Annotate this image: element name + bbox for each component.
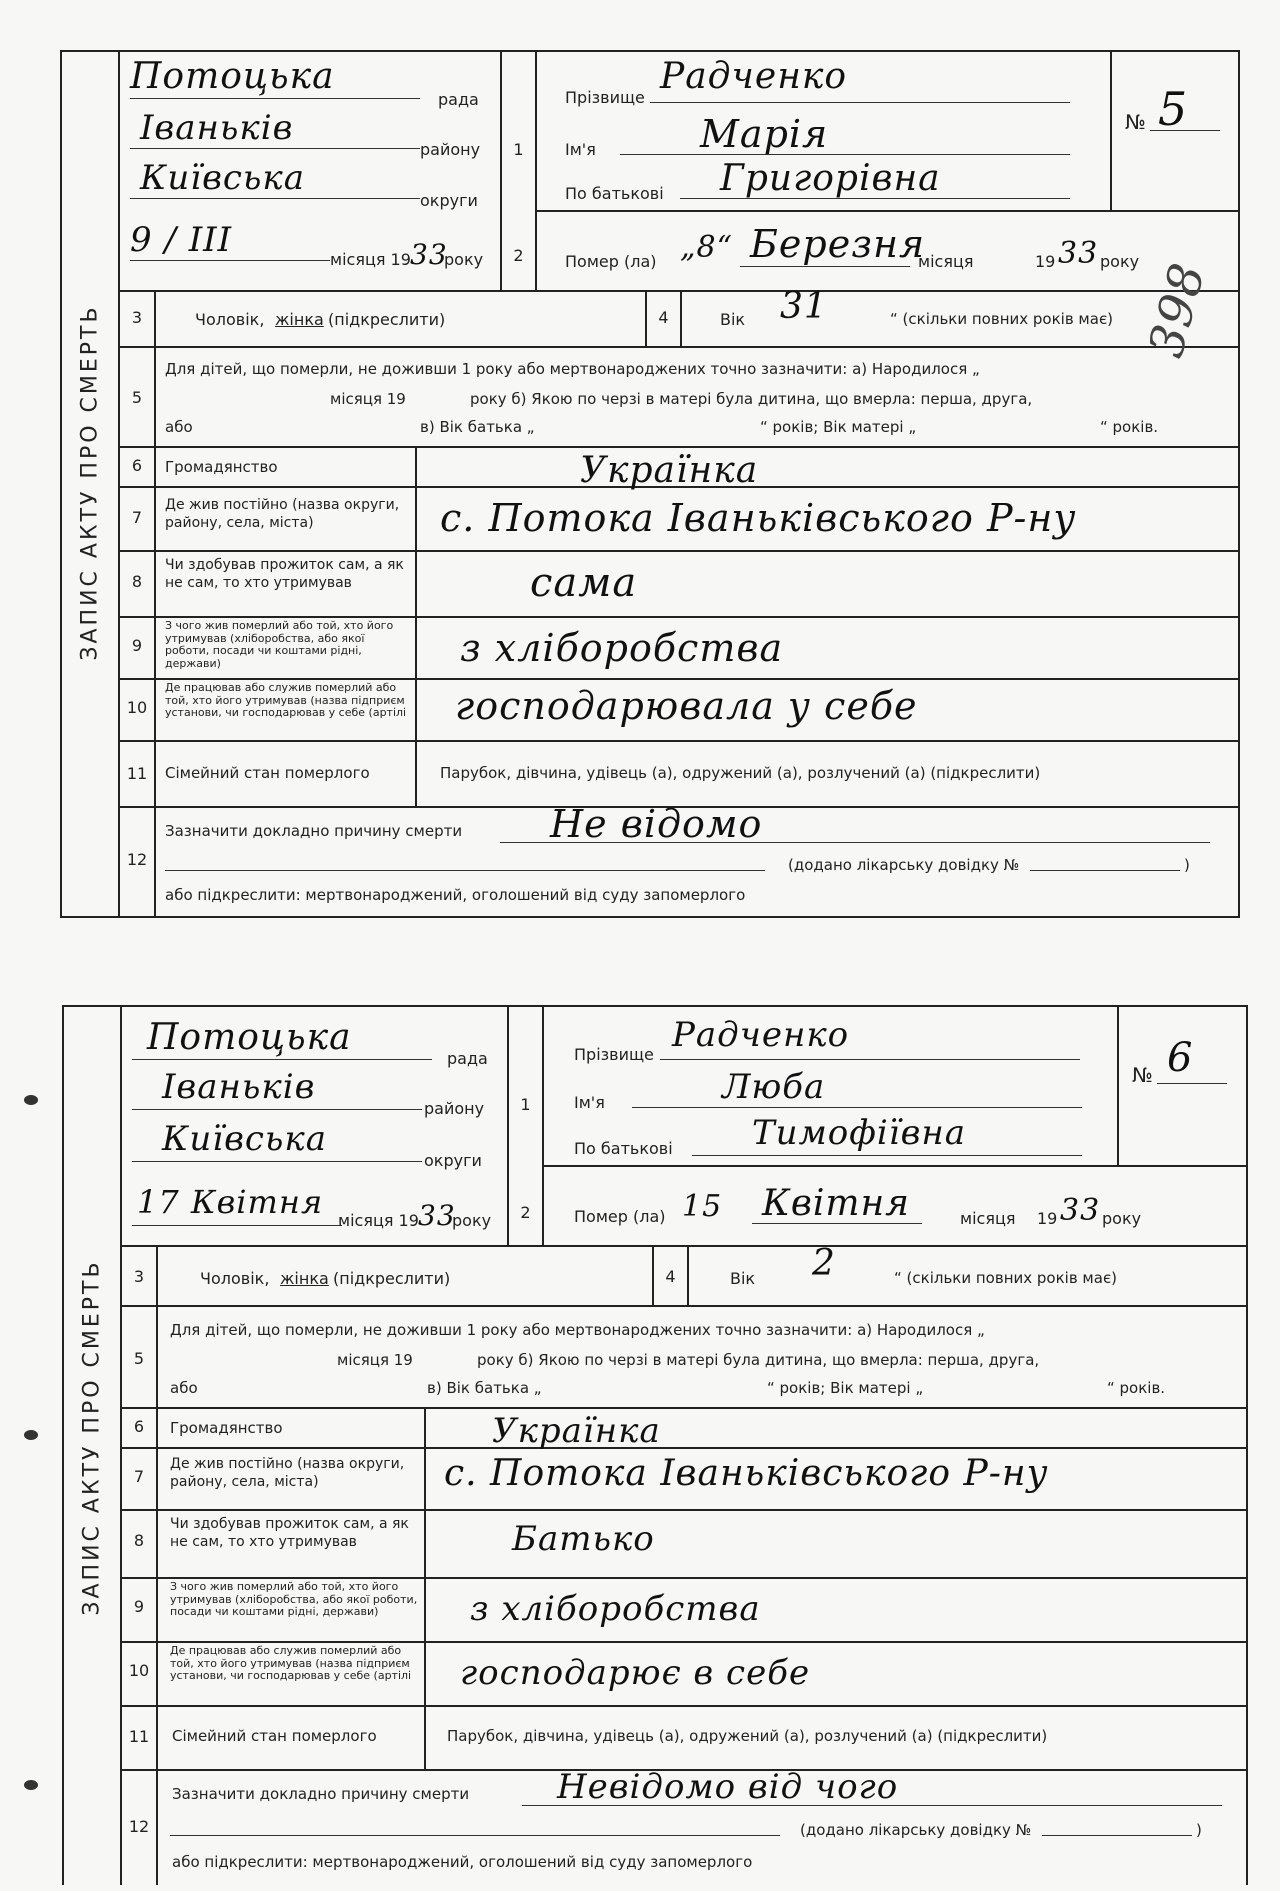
sex-suffix: (підкреслити) [333,1269,451,1288]
death-month-label: місяця [918,252,974,271]
citizenship-label: Громадянство [170,1419,283,1437]
death-month-value: Березня [750,222,926,266]
family-options: Парубок, дівчина, удівець (а), одружений (а), розлучений (а) (підкреслити) [440,764,1041,782]
certificate-label: (додано лікарську довідку № [788,856,1020,874]
surname-value: Радченко [672,1015,850,1055]
name-label: Ім'я [574,1093,605,1112]
row-number: 10 [128,1661,150,1680]
children-line-2b: року б) Якою по черзі в матері була дитина, що вмерла: перша, друга, [477,1351,1040,1369]
row-number: 3 [131,308,143,327]
row-number: 12 [126,850,148,869]
council-label: рада [447,1049,488,1068]
registration-month-label: місяця 19 [338,1211,419,1230]
livelihood-label: Чи здобував прожиток сам, а як не сам, то хто утримував [170,1516,409,1550]
work-value: господарює в себе [460,1653,811,1693]
name-value: Марія [700,112,829,156]
council-label: рада [438,90,479,109]
name-label: Ім'я [565,140,596,159]
family-label: Сімейний стан померлого [165,764,370,782]
death-day-value: 15 [682,1189,723,1224]
citizenship-label: Громадянство [165,458,278,476]
row-number: 11 [128,1727,150,1746]
row-number: 9 [131,636,143,655]
residence-value: с. Потока Іваньківського Р-ну [440,496,1077,540]
children-line-3c: “ років; Вік матері „ [767,1379,924,1397]
binder-hole-mark [24,1780,38,1790]
death-year-suffix: року [1100,252,1140,271]
patronymic-label: По батькові [565,184,664,203]
children-line-3a: або [165,418,193,436]
livelihood-value: Батько [512,1519,655,1559]
income-label: З чого жив померлий або той, хто його утримував (хліборобства, або якої роботи, посади чи коштами рідні, держави) [165,619,394,670]
death-year-value: 33 [1060,1193,1101,1228]
registration-month-label: місяця 19 [330,250,411,269]
children-line-1: Для дітей, що померли, не доживши 1 року або мертвонароджених точно зазначити: а) Народилося „ [165,360,980,378]
row-number: 7 [131,508,143,527]
death-record-form-2 [62,1005,1248,1885]
row-number: 10 [126,698,148,717]
family-options: Парубок, дівчина, удівець (а), одружений (а), розлучений (а) (підкреслити) [447,1727,1048,1745]
sex-prefix: Чоловік, [200,1269,270,1288]
number-label: № [1132,1063,1153,1087]
children-line-3d: “ років. [1107,1379,1166,1397]
margin-note: 398 [1138,257,1217,363]
work-label: Де працював або служив померлий або той, хто його утримував (назва підприєм установи, чи господарював у себе (артілі [165,681,407,719]
district-value: Іваньків [162,1067,316,1107]
binder-hole-mark [24,1095,38,1105]
registration-date-value: 9 / ІІІ [130,220,232,260]
row-number: 6 [133,1417,145,1436]
sex-prefix: Чоловік, [195,310,265,329]
row-number: 12 [128,1817,150,1836]
row-number: 5 [131,388,143,407]
row-number: 2 [513,246,524,265]
stillborn-label: або підкреслити: мертвонароджений, оголошений від суду запомерлого [172,1853,753,1871]
children-line-2: місяця 19 [337,1351,413,1369]
council-value: Потоцька [147,1017,352,1058]
okrug-label: округи [420,191,478,210]
record-number: 5 [1158,82,1189,136]
registration-year-suffix: року [444,250,484,269]
income-value: з хліборобства [460,626,784,670]
residence-value: с. Потока Іваньківського Р-ну [444,1453,1049,1494]
surname-label: Прізвище [565,88,645,107]
cause-value: Не відомо [550,802,763,846]
side-title: ЗАПИС АКТУ ПРО СМЕРТЬ [79,1259,105,1616]
age-label: Вік [730,1269,756,1288]
registration-year-value: 33 [410,238,448,271]
row-number: 7 [133,1467,145,1486]
district-label: району [424,1099,485,1118]
row-number: 4 [658,308,669,327]
registration-year-value: 33 [418,1199,456,1232]
livelihood-value: сама [530,560,638,606]
name-value: Люба [722,1067,826,1107]
district-label: району [420,140,481,159]
cause-value: Невідомо від чого [557,1767,899,1807]
work-value: господарювала у себе [455,684,918,728]
certificate-close: ) [1184,856,1190,874]
surname-label: Прізвище [574,1045,654,1064]
sex-selected: жінка [275,310,324,329]
age-suffix: “ (скільки повних років має) [890,310,1114,328]
row-number: 8 [133,1531,145,1550]
children-line-3a: або [170,1379,198,1397]
children-line-2b: року б) Якою по черзі в матері була дитина, що вмерла: перша, друга, [470,390,1033,408]
registration-date-value: 17 Квітня [137,1183,324,1221]
certificate-close: ) [1196,1821,1202,1839]
death-day-value: „8“ [680,230,733,265]
death-year-suffix: року [1102,1209,1142,1228]
age-suffix: “ (скільки повних років має) [894,1269,1118,1287]
district-value: Іваньків [140,108,294,148]
number-label: № [1125,110,1146,134]
death-year-value: 33 [1058,236,1099,271]
row-number: 4 [665,1267,676,1286]
age-value: 2 [812,1243,836,1284]
livelihood-label: Чи здобував прожиток сам, а як не сам, то хто утримував [165,557,404,591]
row-number: 1 [513,140,524,159]
death-record-form-1 [60,50,1240,920]
patronymic-label: По батькові [574,1139,673,1158]
income-label: З чого жив померлий або той, хто його утримував (хліборобства, або якої роботи, посади чи коштами рідні, держави) [170,1580,418,1618]
death-month-label: місяця [960,1209,1016,1228]
surname-value: Радченко [660,56,848,97]
age-value: 31 [780,286,828,327]
sex-suffix: (підкреслити) [328,310,446,329]
family-label: Сімейний стан померлого [172,1727,377,1745]
certificate-label: (додано лікарську довідку № [800,1821,1032,1839]
registration-year-suffix: року [452,1211,492,1230]
death-year-prefix: 19 [1035,252,1056,271]
okrug-value: Київська [162,1119,328,1159]
children-line-3c: “ років; Вік матері „ [760,418,917,436]
patronymic-value: Григорівна [720,158,941,199]
row-number: 6 [131,456,143,475]
record-number: 6 [1167,1035,1194,1081]
death-month-value: Квітня [762,1183,911,1224]
row-number: 9 [133,1597,145,1616]
children-line-1: Для дітей, що померли, не доживши 1 року або мертвонароджених точно зазначити: а) Народилося „ [170,1321,985,1339]
stillborn-label: або підкреслити: мертвонароджений, оголошений від суду запомерлого [165,886,746,904]
okrug-label: округи [424,1151,482,1170]
income-value: з хліборобства [470,1589,761,1629]
work-label: Де працював або служив померлий або той, хто його утримував (назва підприєм установи, чи господарював у себе (артілі [170,1644,412,1682]
citizenship-value: Українка [580,450,759,491]
death-year-prefix: 19 [1037,1209,1058,1228]
row-number: 2 [520,1203,531,1222]
okrug-value: Київська [140,158,306,198]
death-label: Помер (ла) [574,1207,666,1226]
patronymic-value: Тимофіївна [752,1113,967,1153]
cause-label: Зазначити докладно причину смерти [172,1785,470,1803]
row-number: 1 [520,1095,531,1114]
side-title: ЗАПИС АКТУ ПРО СМЕРТЬ [77,304,103,661]
death-label: Помер (ла) [565,252,657,271]
residence-label: Де жив постійно (назва округи, району, села, міста) [170,1456,405,1490]
children-line-3b: в) Вік батька „ [420,418,535,436]
citizenship-value: Українка [492,1411,661,1451]
residence-label: Де жив постійно (назва округи, району, села, міста) [165,497,400,531]
children-line-3b: в) Вік батька „ [427,1379,542,1397]
children-line-2: місяця 19 [330,390,406,408]
age-label: Вік [720,310,746,329]
children-line-3d: “ років. [1100,418,1159,436]
sex-selected: жінка [280,1269,329,1288]
row-number: 3 [133,1267,145,1286]
council-value: Потоцька [130,56,335,97]
cause-label: Зазначити докладно причину смерти [165,822,463,840]
row-number: 11 [126,764,148,783]
row-number: 5 [133,1349,145,1368]
row-number: 8 [131,572,143,591]
binder-hole-mark [24,1430,38,1440]
